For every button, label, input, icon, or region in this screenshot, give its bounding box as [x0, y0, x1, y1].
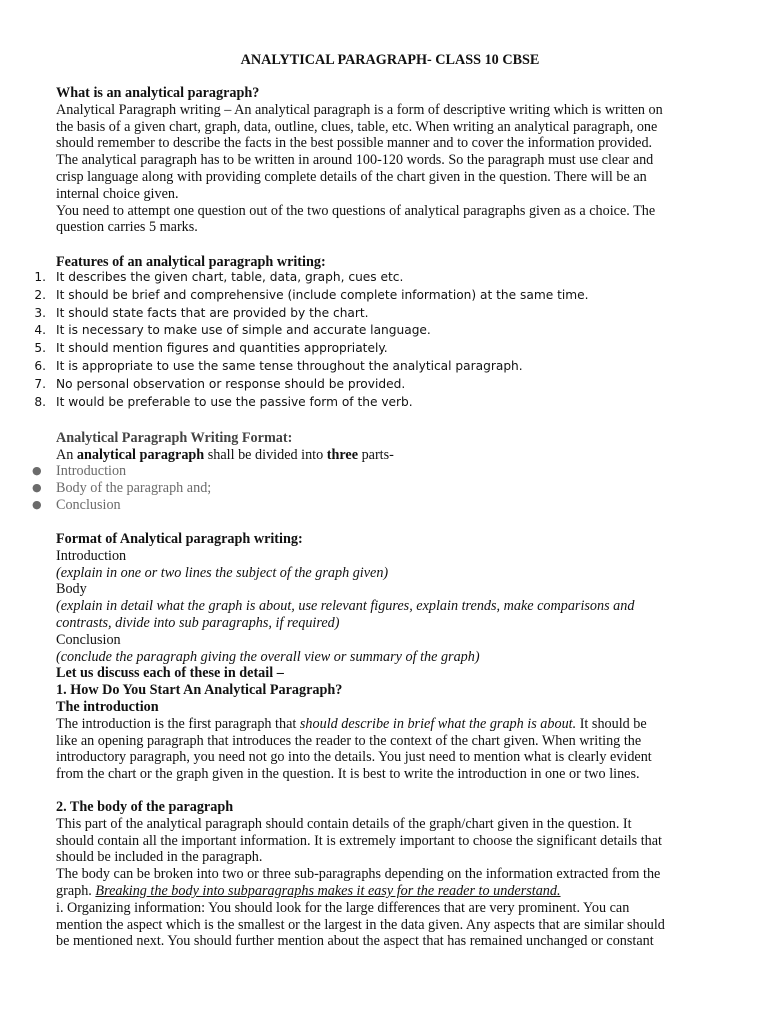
text-line: from the chart or the graph given in the question. It is best to write the introduction in one or two lines.	[56, 766, 640, 783]
text-line: the basis of a given chart, graph, data, outline, clues, table, etc. When writing an analytical paragraph, one	[56, 118, 658, 135]
section-heading: Format of Analytical paragraph writing:	[56, 531, 303, 547]
what-is-section	[56, 85, 720, 236]
question-heading: 1. How Do You Start An Analytical Paragraph?	[56, 682, 343, 699]
bullet-icon: ●	[32, 497, 42, 511]
text-line: like an opening paragraph that introduces the reader to the context of the chart given. When writing the	[56, 732, 642, 749]
text-line: mention the aspect which is the smallest or the largest in the data given. Any aspects that are similar should	[56, 916, 665, 933]
text-line: should contain all the important information. It is extremely important to choose the significant details that	[56, 832, 662, 849]
text-line: should be included in the paragraph.	[56, 849, 263, 866]
page-title: ANALYTICAL PARAGRAPH- CLASS 10 CBSE	[240, 52, 540, 68]
format-note: contrasts, divide into sub paragraphs, if required)	[56, 614, 340, 631]
text-line: question carries 5 marks.	[56, 219, 198, 236]
text-line: This part of the analytical paragraph should contain details of the graph/chart given in the question. It	[56, 815, 632, 832]
text-line: The introduction is the first paragraph that should describe in brief what the graph is about. It should be	[56, 715, 647, 732]
format-note: (conclude the paragraph giving the overall view or summary of the graph)	[56, 648, 480, 665]
text-line: graph. Breaking the body into subparagraphs makes it easy for the reader to understand.	[56, 882, 561, 899]
bullet-icon: ●	[32, 480, 42, 494]
section-heading: 2. The body of the paragraph	[56, 799, 234, 815]
document-page: ANALYTICAL PARAGRAPH- CLASS 10 CBSE What is an analytical paragraph? Analytical Paragraph writing – An analytical paragraph is a form of descriptive writing which is written on the basis of a given chart, graph, data, outline, clues, table, etc. When writing an analytical paragraph, one should remember to describe the facts in the best possible manner and to cover the information provided. The analytical paragraph has to be written in around 100-120 words. So the paragraph must use clear and crisp language along with providing complete details of the chart given in the question. There will be an internal choice given. You need to attempt one question out of the two questions of analytical paragraphs given as a choice. The question carries 5 marks. Features of an analytical paragraph writing: 1. It describes the given chart, table, data, graph, cues etc. 2. It should be brief and comprehensive (include complete information) at the same time. 3. It should state facts that are provided by the chart. 4. It is necessary to make use of simple and accurate language. 5. It should mention figures and quantities appropriately. 6. It is appropriate to use the same tense throughout the analytical paragraph. 7. No personal observation or response should be provided. 8. It would be preferable to use the passive form of the verb. Analytical Paragraph Writing Format: An analytical paragraph shall be divided into three parts- ● Introduction ● Body of the paragraph and; ● Conclusion Format of Analytical paragraph writing: Introduction (explain in one or two lines the subject of the graph given) Body (explain in detail what the graph is about, use relevant figures, explain trends, make comparisons and contrasts, divide into sub paragraphs, if required) Conclusion (conclude the paragraph giving the overall view or summary of the graph) Let us discuss each of these in detail – 1. How Do You Start An Analytical Paragraph? The introduction The introduction is the first paragraph that should describe in brief what the graph is about. It should be like an opening paragraph that introduces the reader to the context of the chart given. When writing the introductory paragraph, you need not go into the details. You just need to mention what is clearly evident from the chart or the graph given in the question. It is best to write the introduction in one or two lines. 2. The body of the paragraph This part of the analytical paragraph should contain details of the graph/chart given in the question. It should contain all the important information. It is extremely important to choose the significant details that should be included in the paragraph. The body can be broken into two or three sub-paragraphs depending on the information extracted from the graph. Breaking the body into subparagraphs makes it easy for the reader to understand. i. Organizing information: You should look for the large differences that are very prominent. You can mention the aspect which is the smallest or the largest in the data given. Any aspects that are similar should be mentioned next. You should further mention about the aspect that has remained unchanged or constant	[0, 0, 768, 1024]
bullet-icon: ●	[32, 464, 42, 477]
format-intro-section	[56, 430, 720, 464]
text-line: internal choice given.	[56, 185, 179, 202]
text-line: The body can be broken into two or three sub-paragraphs depending on the information extracted from the	[56, 866, 661, 883]
format-note: (explain in detail what the graph is about, use relevant figures, explain trends, make comparisons and	[56, 598, 635, 615]
subsection-heading: The introduction	[56, 698, 159, 715]
text-line: should remember to describe the facts in the best possible manner and to cover the information provided.	[56, 135, 653, 152]
format-label: Introduction	[56, 547, 127, 564]
format-label: Body	[56, 581, 87, 598]
text-line: You need to attempt one question out of the two questions of analytical paragraphs given as a choice. The	[56, 202, 656, 219]
section-heading: Analytical Paragraph Writing Format:	[56, 430, 293, 446]
format-label: Conclusion	[56, 631, 121, 648]
section-heading: What is an analytical paragraph?	[56, 85, 260, 101]
format-section	[56, 531, 720, 783]
text-line: crisp language along with providing complete details of the chart given in the question. There will be an	[56, 168, 647, 185]
detail-lead: Let us discuss each of these in detail –	[56, 665, 284, 682]
section-heading: Features of an analytical paragraph writing:	[56, 254, 326, 270]
text-line: The analytical paragraph has to be written in around 100-120 words. So the paragraph must use clear and	[56, 152, 654, 169]
text-line: Analytical Paragraph writing – An analytical paragraph is a form of descriptive writing which is written on	[56, 101, 663, 118]
text-line: be mentioned next. You should further mention about the aspect that has remained unchanged or constant	[56, 933, 654, 950]
body-section	[56, 799, 720, 950]
parts-line: An analytical paragraph shall be divided into three parts-	[56, 446, 394, 463]
text-line: introductory paragraph, you need not go into the details. You just need to mention what is clearly evident	[56, 749, 652, 766]
format-note: (explain in one or two lines the subject of the graph given)	[56, 564, 389, 581]
text-line: i. Organizing information: You should look for the large differences that are very prominent. You can	[56, 899, 630, 916]
